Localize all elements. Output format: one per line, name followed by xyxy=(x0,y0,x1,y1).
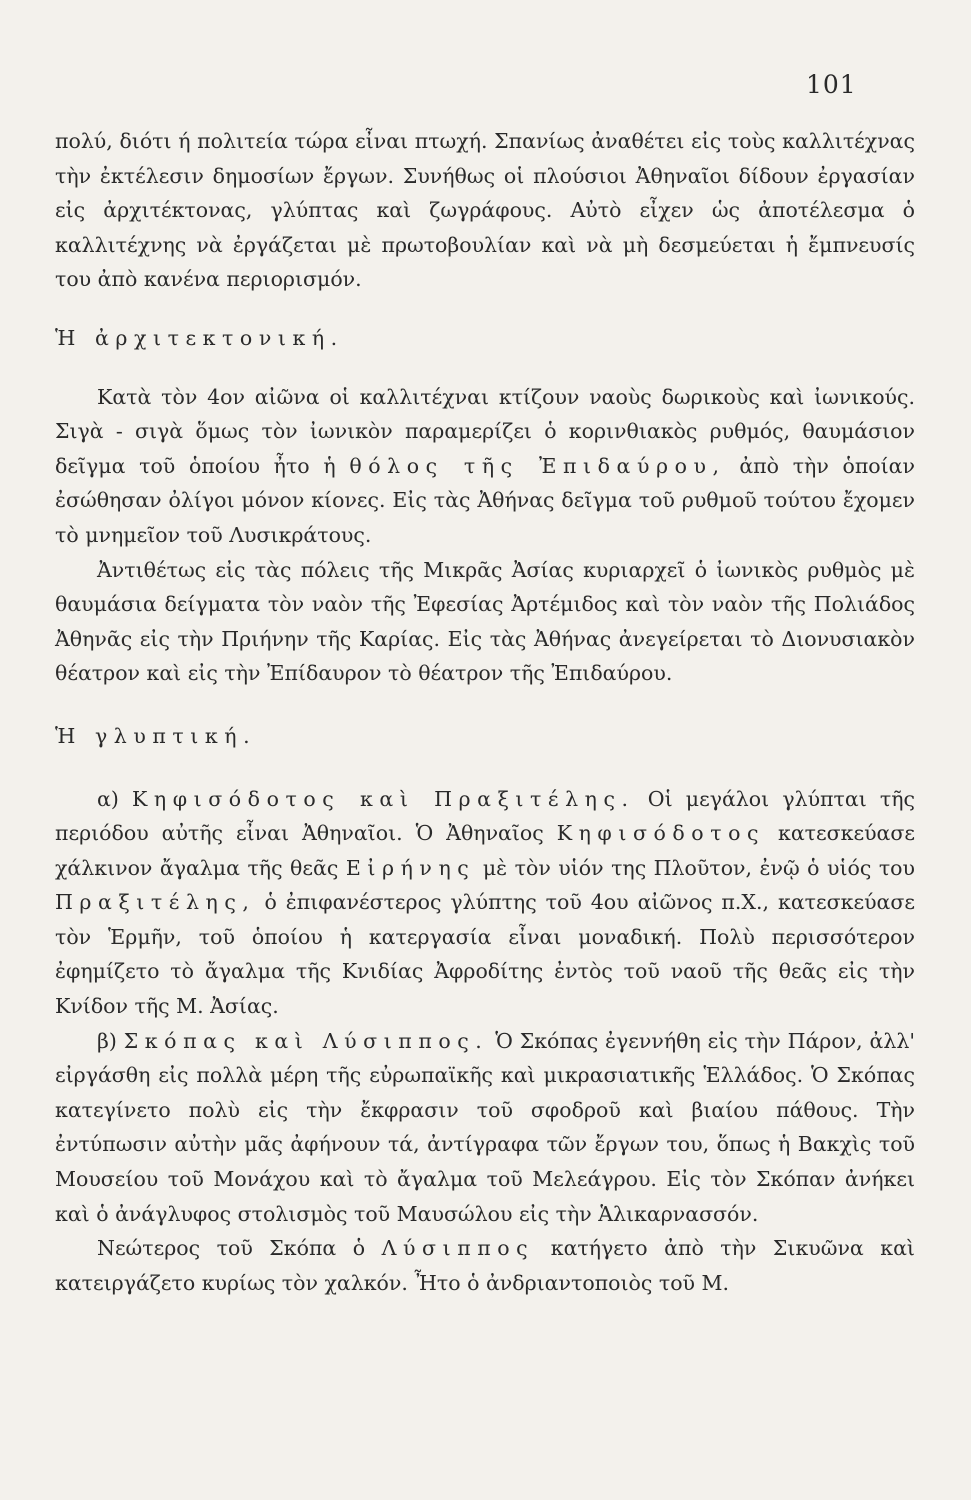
spacer xyxy=(55,691,915,719)
emphasis-name: Πραξιτέλης, xyxy=(55,890,256,915)
paragraph-sculpture-a xyxy=(55,782,915,1024)
page-body xyxy=(55,124,915,1300)
item-title: Κηφισόδοτος καὶ Πραξιτέλης. xyxy=(132,786,635,811)
text-run: Νεώτερος τοῦ Σκόπα ὁ xyxy=(97,1236,366,1261)
text-run: ὁ ἐπιφανέστερος γλύπτης τοῦ 4ου αἰῶνος π.Χ., κατεσκεύασε τὸν Ἑρμῆν, τοῦ ὁποίου ἡ κατεργασία εἶναι μοναδική. Πολὺ περισσότερον ἐφημίζετο τὸ ἄγαλμα τῆς Κνιδίας Ἀφροδίτης ἐντὸς τοῦ ναοῦ τῆς θεᾶς εἰς τὴν Κνίδον τῆς Μ. Ἀσίας. xyxy=(55,890,915,1019)
emphasis-name: Εἰρήνης xyxy=(345,855,476,880)
item-label: α) xyxy=(97,786,119,811)
text-run: Ὁ Σκόπας ἐγεννήθη εἰς τὴν Πάρον, ἀλλ' εἰργάσθη εἰς πολλὰ μέρη τῆς εὐρωπαϊκῆς καὶ μικρασιατικῆς Ἑλλάδος. Ὁ Σκόπας κατεγίνετο πολὺ εἰς τὴν ἔκφρασιν τοῦ σφοδροῦ καὶ βιαίου πάθους. Τὴν ἐντύπωσιν αὐτὴν μᾶς ἀφήνουν τά, ἀντίγραφα τῶν ἔργων του, ὅπως ἡ Βακχὶς τοῦ Μουσείου τοῦ Μονάχου καὶ τὸ ἄγαλμα τοῦ Μελεάγρου. Εἰς τὸν Σκόπαν ἀνήκει καὶ ὁ ἀνάγλυφος στολισμὸς τοῦ Μαυσώλου εἰς τὴν Ἁλικαρνασσόν. xyxy=(55,1028,915,1226)
heading-text: Ἡ γλυπτική. xyxy=(55,723,257,748)
item-title: Σκόπας καὶ Λύσιππος. xyxy=(123,1028,489,1053)
paragraph-sculpture-c xyxy=(55,1231,915,1300)
spacer xyxy=(55,356,915,380)
spacer xyxy=(55,297,915,321)
paragraph-sculpture-b xyxy=(55,1024,915,1232)
heading-text: Ἡ ἀρχιτεκτονική. xyxy=(55,325,344,350)
emphasis-tholos: θόλος τῆς Ἐπιδαύρου, xyxy=(349,453,726,478)
text-run: Κατὰ τὸν 4ον αἰῶνα οἱ καλλιτέχναι κτίζουν ναοὺς δωρικοὺς καὶ ἰωνικούς. Σιγὰ - σιγὰ ὅμως τὸν ἰωνικὸν παραμερίζει ὁ κορινθιακὸς ρυθμός, θαυμάσιον δεῖγμα τοῦ ὁποίου ἦτο ἡ xyxy=(55,384,915,478)
text-run: Οἱ μεγάλοι γλύπται τῆς περιόδου αὐτῆς εἶναι Ἀθηναῖοι. Ὁ Ἀθηναῖος xyxy=(55,786,915,846)
item-label: β) xyxy=(97,1028,117,1053)
paragraph-intro: πολύ, διότι ή πολιτεία τώρα εἶναι πτωχή. Σπανίως ἀναθέτει εἰς τοὺς καλλιτέχνας τὴν ἐκτέλεσιν δημοσίων ἔργων. Συνήθως οἱ πλούσιοι Ἀθηναῖοι δίδουν ἐργασίαν εἰς ἀρχιτέκτονας, γλύπτας καὶ ζωγράφους. Αὐτὸ εἶχεν ὡς ἀποτέλεσμα ὁ καλλιτέχνης νὰ ἐργάζεται μὲ πρωτοβουλίαν καὶ νὰ μὴ δεσμεύεται ἡ ἔμπνευσίς του ἀπὸ κανένα περιορισμόν. xyxy=(55,129,915,292)
text-run: κατεσκεύασε χάλκινον ἄγαλμα τῆς θεᾶς xyxy=(55,821,915,880)
page-number: 101 xyxy=(806,70,857,99)
text-run: κατήγετο ἀπὸ τὴν Σικυῶνα καὶ κατειργάζετο κυρίως τὸν χαλκόν. Ἦτο ὁ ἀνδριαντοποιὸς τοῦ Μ. xyxy=(55,1236,915,1295)
emphasis-name: Λύσιππος xyxy=(381,1236,535,1261)
text-run: ἀπὸ τὴν ὁποίαν ἐσώθησαν ὀλίγοι μόνον κίονες. Εἰς τὰς Ἀθήνας δεῖγμα τοῦ ρυθμοῦ τούτου ἔχομεν τὸ μνημεῖον τοῦ Λυσικράτους. xyxy=(55,453,915,547)
spacer xyxy=(55,754,915,782)
paragraph-architecture-1 xyxy=(55,380,915,553)
emphasis-name: Κηφισόδοτος xyxy=(556,821,766,846)
section-heading-architecture xyxy=(55,321,915,356)
section-heading-sculpture xyxy=(55,719,915,754)
text-run: μὲ τὸν υἱόν της Πλοῦτον, ἐνῷ ὁ υἱός του xyxy=(482,855,915,880)
paragraph-architecture-2: Ἀντιθέτως εἰς τὰς πόλεις τῆς Μικρᾶς Ἀσίας κυριαρχεῖ ὁ ἰωνικὸς ρυθμὸς μὲ θαυμάσια δείγματα τὸν ναὸν τῆς Ἐφεσίας Ἀρτέμιδος καὶ τὸν ναὸν τῆς Πολιάδος Ἀθηνᾶς εἰς τὴν Πριήνην τῆς Καρίας. Εἰς τὰς Ἀθήνας ἀνεγείρεται τὸ Διονυσιακὸν θέατρον καὶ εἰς τὴν Ἐπίδαυρον τὸ θέατρον τῆς Ἐπιδαύρου. xyxy=(55,557,915,686)
